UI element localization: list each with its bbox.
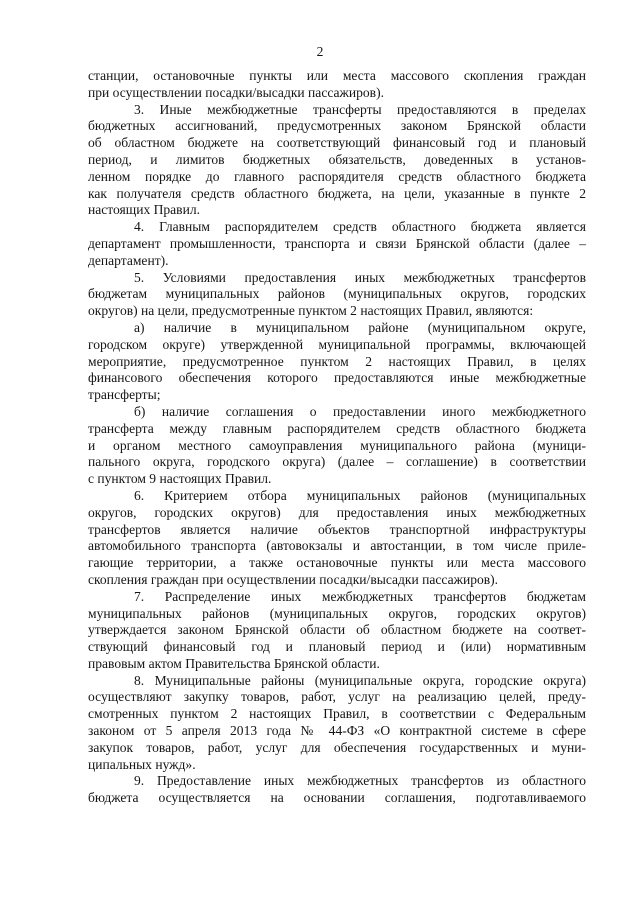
paragraph-line: станции, остановочные пункты или места массового скопления граждан bbox=[88, 68, 586, 83]
paragraph bbox=[88, 488, 586, 589]
paragraph-line: муниципальных районов (муниципальных округов, городских округов) bbox=[88, 605, 586, 621]
paragraph-line: правовым актом Правительства Брянской области. bbox=[88, 655, 380, 671]
paragraph-line: городском округе) утвержденной муниципальной программы, включающей bbox=[88, 336, 586, 352]
paragraph-line: об областном бюджете на соответствующий финансовый год и плановый bbox=[88, 135, 586, 151]
paragraph-line: ципальных нужд». bbox=[88, 756, 196, 772]
paragraph-line: финансового обеспечения которого предоставляются иные межбюджетные bbox=[88, 370, 586, 386]
paragraph-line: закупок товаров, работ, услуг для обеспечения государственных и муни- bbox=[88, 739, 586, 755]
paragraph-line: с пунктом 9 настоящих Правил. bbox=[88, 471, 272, 487]
paragraph-line: осуществляют закупку товаров, работ, услуг на реализацию целей, преду- bbox=[88, 689, 586, 705]
paragraph-line: трансферты; bbox=[88, 387, 161, 403]
paragraph-line: законом от 5 апреля 2013 года № 44-ФЗ «О контрактной системе в сфере bbox=[88, 723, 586, 739]
paragraph-line: округов) на цели, предусмотренные пунктом 2 настоящих Правил, являются: bbox=[88, 303, 534, 319]
paragraph-line: автомобильного транспорта (автовокзалы и автостанции, в том числе приле- bbox=[88, 538, 586, 554]
paragraph-line: гающие территории, а также остановочные пункты или места массового bbox=[88, 555, 586, 571]
paragraph-line: 3. Иные межбюджетные трансферты предоставляются в пределах bbox=[134, 101, 586, 117]
paragraph bbox=[88, 219, 586, 269]
paragraph-line: утверждается законом Брянской области об областном бюджете на соответ- bbox=[88, 622, 586, 638]
paragraph-line: период, и лимитов бюджетных обязательств, доведенных в установ- bbox=[88, 151, 586, 167]
paragraph bbox=[88, 404, 586, 488]
document-body bbox=[88, 68, 586, 807]
paragraph-line: 9. Предоставление иных межбюджетных трансфертов из областного bbox=[134, 773, 586, 789]
paragraph-line: бюджетам муниципальных районов (муниципальных округов, городских bbox=[88, 286, 586, 302]
paragraph bbox=[88, 270, 586, 320]
paragraph bbox=[88, 773, 586, 807]
paragraph-line: 7. Распределение иных межбюджетных трансфертов бюджетам bbox=[134, 588, 586, 604]
paragraph bbox=[88, 589, 586, 673]
paragraph-line: настоящих Правил. bbox=[88, 202, 200, 218]
paragraph-line: смотренных пунктом 2 настоящих Правил, в соответствии с Федеральным bbox=[88, 706, 586, 722]
paragraph-line: и органом местного самоуправления муниципального района (муници- bbox=[88, 437, 586, 453]
paragraph bbox=[88, 68, 586, 102]
paragraph-line: департамент). bbox=[88, 252, 169, 268]
paragraph-line: пального округа, городского округа) (далее – соглашение) в соответствии bbox=[88, 454, 586, 470]
paragraph-line: ленном порядке до главного распорядителя средств областного бюджета bbox=[88, 168, 586, 184]
paragraph-line: ствующий финансовый год и плановый период и (или) нормативным bbox=[88, 639, 586, 655]
paragraph bbox=[88, 320, 586, 404]
paragraph-line: 8. Муниципальные районы (муниципальные округа, городские округа) bbox=[134, 672, 586, 688]
paragraph-line: бюджета осуществляется на основании соглашения, подготавливаемого bbox=[88, 790, 586, 806]
paragraph-line: трансферта между главным распорядителем средств областного бюджета bbox=[88, 420, 586, 436]
page-number: 2 bbox=[316, 44, 324, 59]
paragraph-line: 4. Главным распорядителем средств областного бюджета является bbox=[134, 219, 586, 235]
paragraph-line: департамент промышленности, транспорта и связи Брянской области (далее – bbox=[88, 235, 586, 251]
paragraph-line: округов, городских округов) для предоставления иных межбюджетных bbox=[88, 504, 586, 520]
paragraph-line: как получателя средств областного бюджета, на цели, указанные в пункте 2 bbox=[88, 185, 586, 201]
paragraph bbox=[88, 673, 586, 774]
paragraph-line: 5. Условиями предоставления иных межбюджетных трансфертов bbox=[134, 269, 586, 285]
paragraph-line: мероприятие, предусмотренное пунктом 2 настоящих Правил, в целях bbox=[88, 353, 586, 369]
paragraph-line: скопления граждан при осуществлении посадки/высадки пассажиров). bbox=[88, 571, 499, 587]
paragraph-line: 6. Критерием отбора муниципальных районов (муниципальных bbox=[134, 487, 586, 503]
paragraph-line: трансфертов является наличие объектов транспортной инфраструктуры bbox=[88, 521, 586, 537]
paragraph-line: б) наличие соглашения о предоставлении иного межбюджетного bbox=[134, 403, 586, 419]
paragraph-line: бюджетных ассигнований, предусмотренных законом Брянской области bbox=[88, 118, 586, 134]
paragraph bbox=[88, 102, 586, 220]
paragraph-line: при осуществлении посадки/высадки пассажиров). bbox=[88, 84, 384, 100]
paragraph-line: а) наличие в муниципальном районе (муниципальном округе, bbox=[134, 319, 586, 335]
